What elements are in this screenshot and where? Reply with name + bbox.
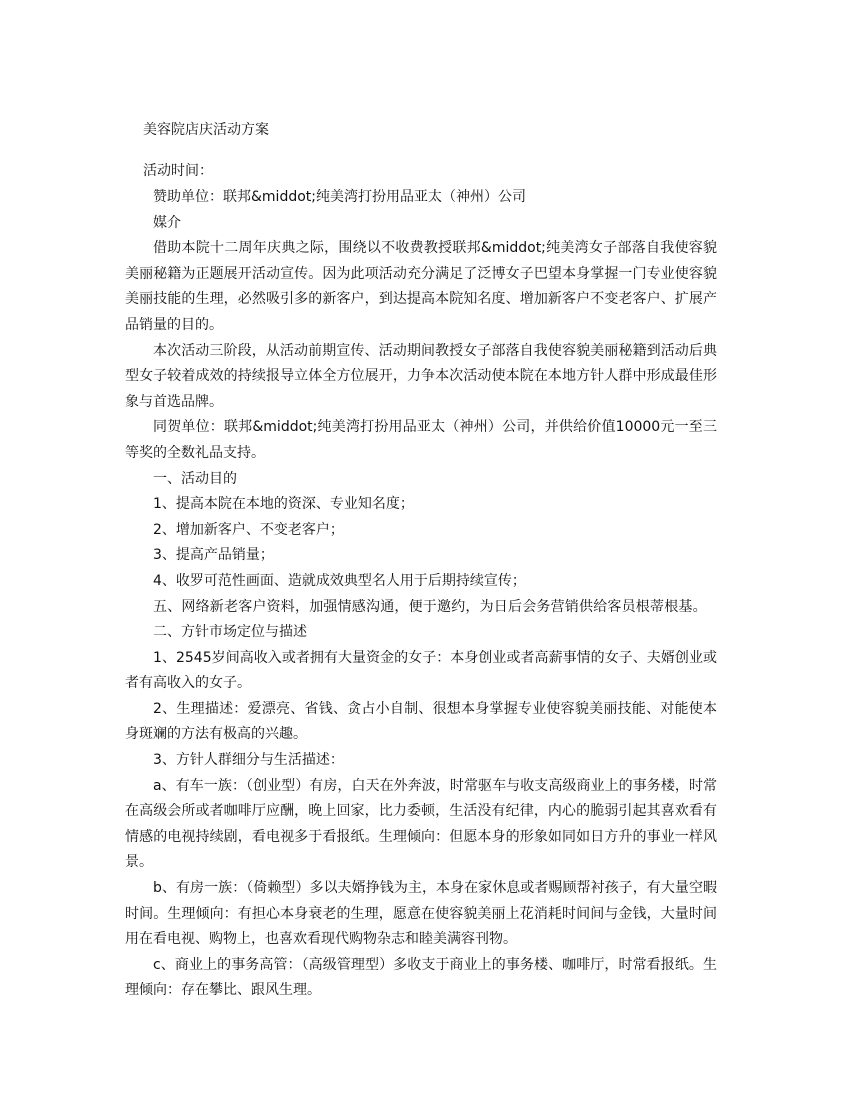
paragraph-media: 媒介 <box>153 214 181 231</box>
section-heading-purpose: 一、活动目的 <box>153 470 237 487</box>
document-title: 美容院店庆活动方案 <box>143 122 269 138</box>
paragraph-intro: 借助本院十二周年庆典之际，围绕以不收费教授联邦&middot;纯美湾女子部落自我使容貌美丽秘籍为正题展开活动宣传。因为此项活动充分满足了泛博女子巴望本身掌握一门专业使容貌美丽技能的生理，必然吸引多的新客户，到达提高本院知名度、增加新客户不变老客户、扩展产品销量的目的。 <box>125 240 717 333</box>
paragraph-target-3: 3、方针人群细分与生活描述： <box>153 752 344 769</box>
list-item: 2、增加新客户、不变老客户； <box>153 521 344 538</box>
paragraph-segment-c: c、商业上的事务高管：（高级管理型）多收支于商业上的事务楼、咖啡厅，时常看报纸。生理倾向：存在攀比、跟风生理。 <box>125 956 717 999</box>
paragraph-co-sponsor: 同贺单位：联邦&middot;纯美湾打扮用品亚太（神州）公司，并供给价值10000元一至三等奖的全数礼品支持。 <box>125 419 717 461</box>
list-item: 1、提高本院在本地的资深、专业知名度； <box>153 496 414 513</box>
paragraph-target-1: 1、2545岁间高收入或者拥有大量资金的女子：本身创业或者高薪事情的女子、夫婿创业或者有高收入的女子。 <box>125 649 717 692</box>
paragraph-segment-a: a、有车一族：（创业型）有房，白天在外奔波，时常驱车与收支高级商业上的事务楼，时常在高级会所或者咖啡厅应酬，晚上回家，比力委顿，生活没有纪律，内心的脆弱引起其喜欢看有情感的电视持续剧，看电视多于看报纸。生理倾向：但愿本身的形象如同如日方升的事业一样风景。 <box>125 777 717 871</box>
paragraph-phases: 本次活动三阶段，从活动前期宣传、活动期间教授女子部落自我使容貌美丽秘籍到活动后典型女子较着成效的持续报导立体全方位展开，力争本次活动使本院在本地方针人群中形成最佳形象与首选品牌。 <box>125 342 717 410</box>
paragraph-target-2: 2、生理描述：爱漂亮、省钱、贪占小自制、很想本身掌握专业使容貌美丽技能、对能使本身斑斓的方法有极高的兴趣。 <box>125 700 717 743</box>
paragraph-segment-b: b、有房一族：（倚赖型）多以夫婿挣钱为主，本身在家休息或者赐顾帮衬孩子，有大量空暇时间。生理倾向：有担心本身衰老的生理，愿意在使容貌美丽上花消耗时间间与金钱，大量时间用在看电视、购物上，也喜欢看现代购物杂志和睦美满容刊物。 <box>125 880 717 948</box>
activity-time-label: 活动时间： <box>143 163 213 179</box>
paragraph-sponsor: 赞助单位：联邦&middot;纯美湾打扮用品亚太（神州）公司 <box>153 189 526 205</box>
list-item: 3、提高产品销量； <box>153 547 274 564</box>
list-item: 4、收罗可范性画面、造就成效典型名人用于后期持续宣传； <box>153 572 526 589</box>
document-body <box>125 185 717 1004</box>
section-heading-target-market: 二、方针市场定位与描述 <box>153 624 307 641</box>
list-item: 五、网络新老客户资料，加强情感沟通，便于邀约，为日后会务营销供给客员根蒂根基。 <box>153 598 707 615</box>
